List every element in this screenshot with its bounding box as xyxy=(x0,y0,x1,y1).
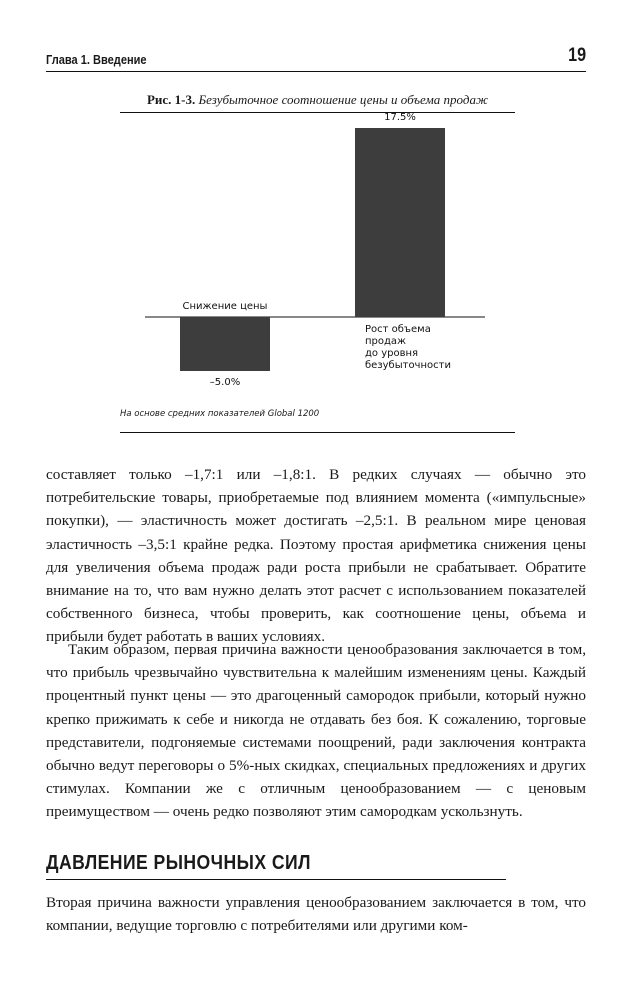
chart-value-label-1: –5.0% xyxy=(209,377,241,388)
figure-bottom-rule xyxy=(120,432,515,433)
page-number: 19 xyxy=(568,45,586,66)
chart-category-label-line: безубыточности xyxy=(365,360,451,371)
figure-title: Безубыточное соотношение цены и объема продаж xyxy=(198,92,489,107)
chart-category-label-line: Снижение цены xyxy=(182,301,268,312)
chart-plot xyxy=(120,112,515,402)
chapter-title: Глава 1. Введение xyxy=(46,52,147,67)
paragraph-1-text: составляет только –1,7:1 или –1,8:1. В редких случаях — обычно это потребительские товары, приобретаемые под влиянием момента («импульсные» покупки), — эластичность может достигать –2,5:1. В реальном мире ценовая эластичность –3,5:1 крайне редка. Поэтому простая арифметика снижения цены для увеличения объема продаж ради роста прибыли не срабатывает. Обратите внимание на то, что вам нужно делать этот расчет с использованием показателей собственного бизнеса, чтобы проверить, как соотношение цены, объема и прибыли будет работать в ваших условиях. xyxy=(46,466,586,646)
chart-bar-2 xyxy=(355,128,445,317)
paragraph-1 xyxy=(46,463,586,649)
bar-chart xyxy=(120,112,515,432)
figure-caption xyxy=(0,92,635,108)
section-heading-text: ДАВЛЕНИЕ РЫНОЧНЫХ СИЛ xyxy=(46,852,311,874)
chart-category-label-2 xyxy=(365,324,451,372)
chart-category-label-line: до уровня xyxy=(365,348,419,359)
chart-bar-1 xyxy=(180,317,270,371)
paragraph-2 xyxy=(46,638,586,824)
chart-category-label-1 xyxy=(170,301,280,313)
paragraph-2-text: Таким образом, первая причина важности ценообразования заключается в том, что прибыль чрезвычайно чувствительна к малейшим изменениям цены. Каждый процентный пункт цены — это драгоценный самородок прибыли, который нужно крепко прижимать к себе и никогда не отдавать без боя. К сожалению, торговые представители, подгоняемые системами поощрений, ради заключения контракта обычно ведут переговоры о 5%-ных скидках, специальных предложениях и других стимулах. Компании же с отличным ценообразованием — с ценовым преимуществом — очень редко позволяют этим самородкам ускользнуть. xyxy=(46,641,586,821)
chart-category-label-line: продаж xyxy=(365,336,407,347)
paragraph-3-text: Вторая причина важности управления ценообразованием заключается в том, что компании, ведущие торговлю с потребителями или другими ком- xyxy=(46,894,586,935)
figure-number: Рис. 1-3. xyxy=(146,92,196,107)
section-heading xyxy=(46,852,506,882)
chart-value-label-2: 17.5% xyxy=(384,112,416,123)
chart-category-label-line: Рост объема xyxy=(365,324,431,335)
figure-source-note: На основе средних показателей Global 1200 xyxy=(120,409,320,419)
paragraph-3 xyxy=(46,891,586,937)
section-heading-rule xyxy=(46,879,506,880)
running-header xyxy=(46,44,586,72)
header-rule xyxy=(46,71,586,72)
